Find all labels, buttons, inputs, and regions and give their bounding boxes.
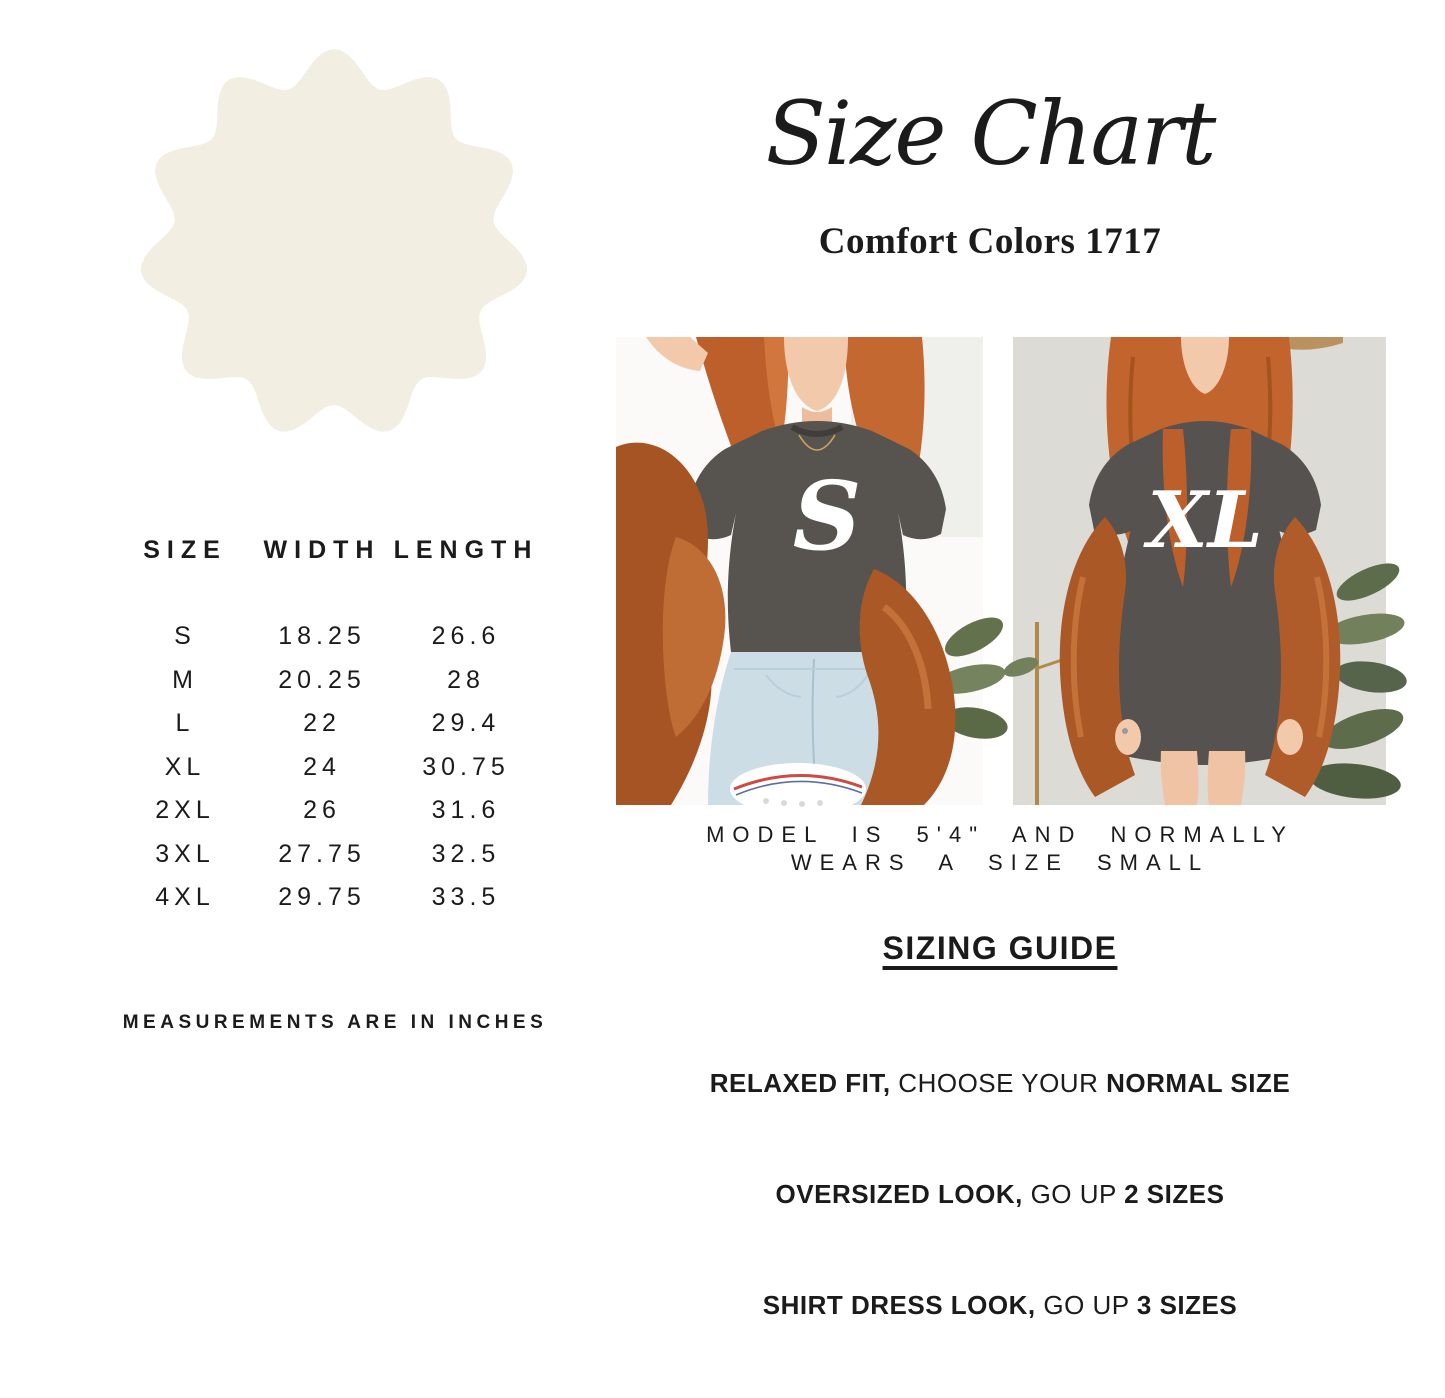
sizing-guide-title: SIZING GUIDE (882, 930, 1118, 966)
guide-line (620, 1287, 1380, 1324)
measurements-note: MEASUREMENTS ARE IN INCHES (122, 1012, 548, 1033)
model-note-line2: WEARS A SIZE SMALL (790, 850, 1210, 875)
guide-line-bold: 2 SIZES (1124, 1179, 1225, 1209)
guide-line-bold: 3 SIZES (1136, 1290, 1238, 1320)
table-row (110, 659, 560, 703)
table-row (110, 833, 560, 877)
size-cell: M (172, 665, 198, 694)
model-note (600, 821, 1400, 877)
length-cell: 26.6 (431, 622, 501, 651)
guide-line-bold: RELAXED FIT, (709, 1068, 891, 1098)
guide-line (620, 1065, 1380, 1102)
scallop-shape (138, 46, 530, 442)
width-cell: 18.25 (278, 622, 366, 651)
page-title: Size Chart (765, 82, 1215, 185)
length-cell: 28 (447, 665, 485, 694)
photo-size-xl (1013, 337, 1386, 805)
column-header-width: WIDTH (263, 536, 381, 564)
width-cell: 27.75 (278, 839, 366, 868)
size-table-body (110, 615, 560, 920)
size-table (110, 536, 560, 920)
guide-line-bold: OVERSIZED LOOK, (775, 1179, 1023, 1209)
table-row (110, 615, 560, 659)
size-cell: 3XL (155, 839, 215, 868)
table-row (110, 789, 560, 833)
table-row (110, 876, 560, 920)
guide-line-regular: CHOOSE YOUR (890, 1068, 1107, 1098)
column-header-size: SIZE (143, 536, 227, 564)
length-cell: 30.75 (422, 752, 510, 781)
shirt-letter: S (792, 461, 862, 572)
table-row (110, 702, 560, 746)
size-cell: 2XL (155, 796, 215, 825)
photo-size-s (616, 337, 983, 805)
model-note-line1: MODEL IS 5'4" AND NORMALLY (706, 822, 1294, 847)
guide-line-regular: GO UP (1035, 1290, 1137, 1320)
size-cell: XL (164, 752, 206, 781)
width-cell: 24 (303, 752, 341, 781)
sneaker (730, 763, 866, 815)
length-cell: 31.6 (431, 796, 501, 825)
length-cell: 33.5 (431, 883, 501, 912)
scallop-shape-path (141, 49, 527, 432)
guide-line (620, 1176, 1380, 1213)
page-subtitle: Comfort Colors 1717 (818, 221, 1162, 262)
width-cell: 20.25 (278, 665, 366, 694)
sizing-guide (620, 991, 1380, 1398)
size-cell: S (174, 622, 196, 651)
shirt-letter: XL (1147, 475, 1263, 566)
width-cell: 26 (303, 796, 341, 825)
size-cell: 4XL (155, 883, 215, 912)
column-header-length: LENGTH (393, 536, 539, 564)
width-cell: 22 (303, 709, 341, 738)
length-cell: 29.4 (431, 709, 501, 738)
size-table-header (110, 536, 560, 565)
sizing-guide-title-wrap (650, 930, 1350, 967)
size-cell: L (175, 709, 195, 738)
length-cell: 32.5 (431, 839, 501, 868)
guide-line-regular: GO UP (1022, 1179, 1125, 1209)
table-row (110, 746, 560, 790)
guide-line-bold: NORMAL SIZE (1106, 1068, 1291, 1098)
width-cell: 29.75 (278, 883, 366, 912)
guide-line-bold: SHIRT DRESS LOOK, (762, 1290, 1036, 1320)
